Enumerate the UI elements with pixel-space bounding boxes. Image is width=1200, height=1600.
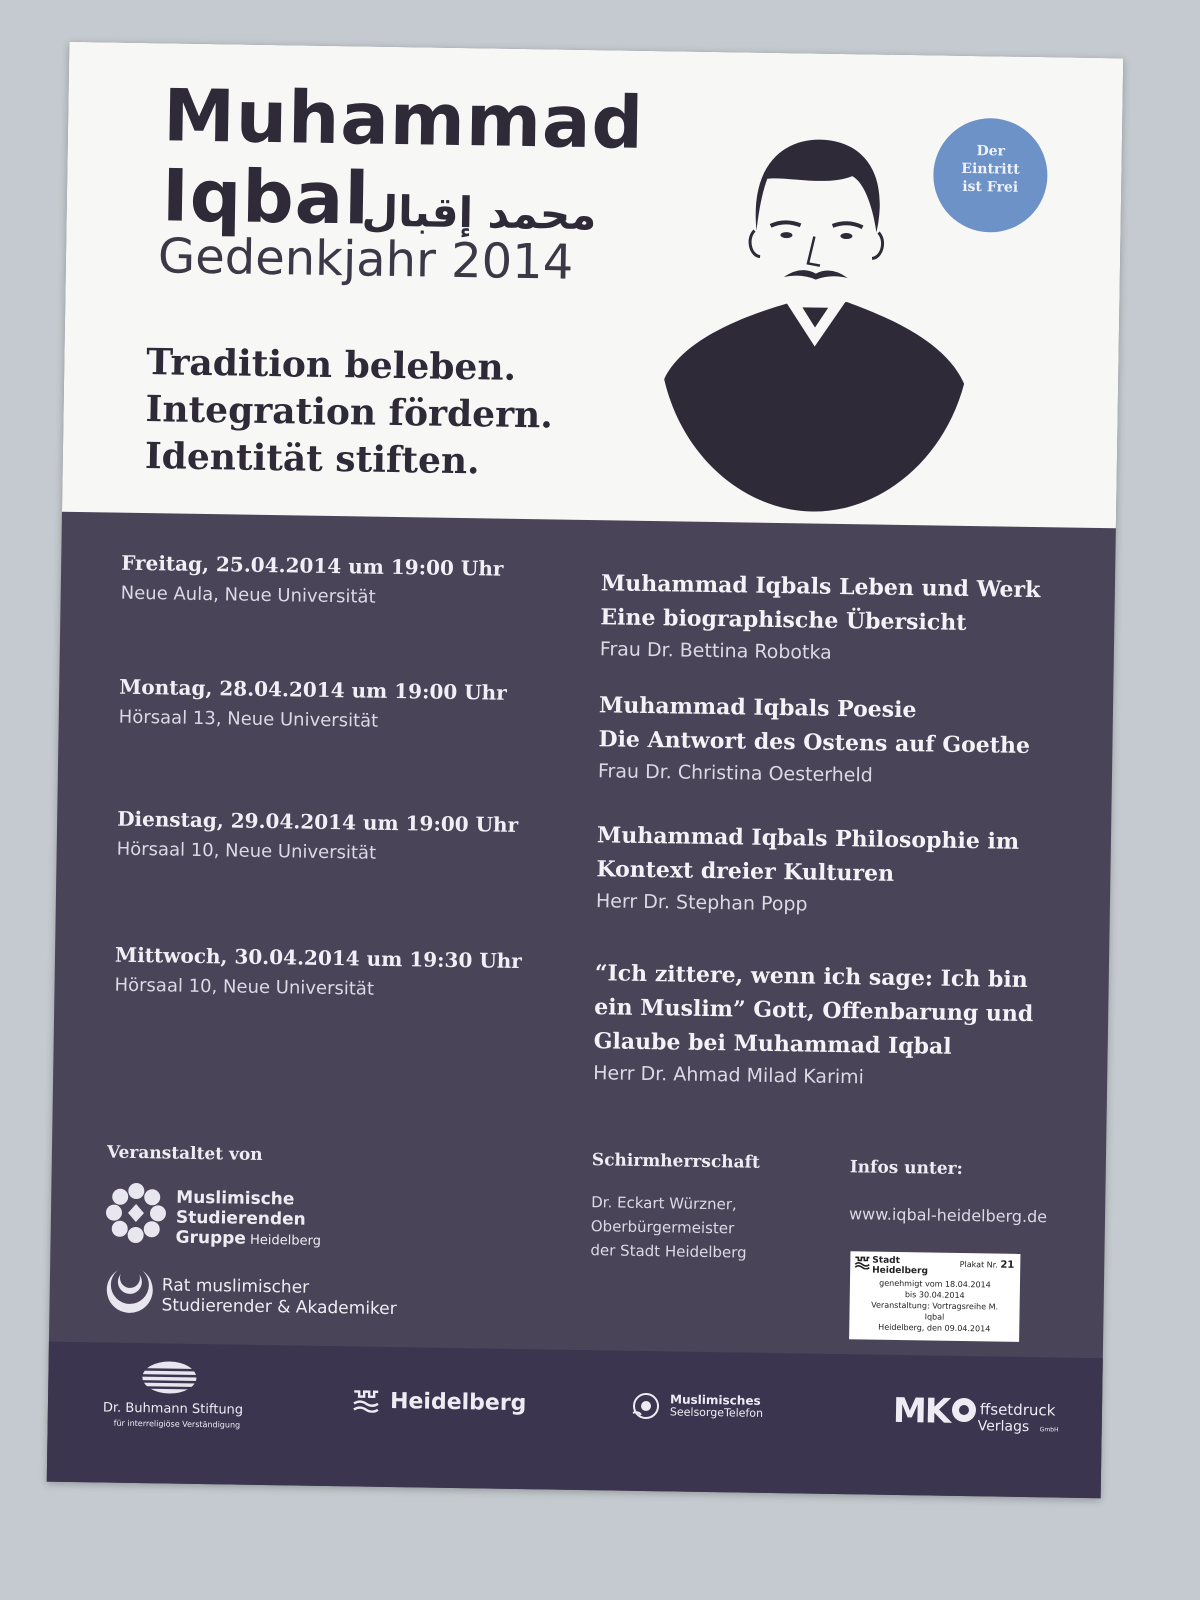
event-title-line: “Ich zittere, wenn ich sage: Ich bin xyxy=(594,960,1028,993)
patronage-line: Dr. Eckart Würzner, xyxy=(591,1193,737,1214)
portrait-illustration xyxy=(662,129,968,514)
info-heading: Infos unter: xyxy=(849,1157,964,1179)
event-place: Hörsaal 13, Neue Universität xyxy=(118,706,379,732)
patronage-heading: Schirmherrschaft xyxy=(591,1150,760,1173)
badge-line-2: Eintritt xyxy=(961,160,1020,178)
poster xyxy=(47,42,1123,1498)
event-date: Dienstag, 29.04.2014 um 19:00 Uhr xyxy=(116,806,519,837)
org-msg-line: Studierenden xyxy=(175,1207,306,1230)
permit-number xyxy=(960,1259,1015,1271)
poster-subtitle: Gedenkjahr 2014 xyxy=(157,228,574,291)
badge-line-3: ist Frei xyxy=(962,178,1019,196)
permit-number-value: 21 xyxy=(1000,1259,1015,1271)
permit-line: genehmigt vom 18.04.2014 xyxy=(879,1278,991,1290)
event-title-line: Muhammad Iqbals Poesie xyxy=(598,692,917,724)
sponsor-bar xyxy=(47,1342,1103,1499)
msg-flower-logo-icon xyxy=(106,1183,167,1244)
sponsor-offset-line1: ffsetdruck xyxy=(979,1400,1056,1420)
event-title xyxy=(598,688,1089,764)
event-date: Freitag, 25.04.2014 um 19:00 Uhr xyxy=(121,550,504,581)
permit-line: Heidelberg, den 09.04.2014 xyxy=(878,1322,991,1334)
org-rms-line: Rat muslimischer xyxy=(161,1275,310,1298)
sponsor-seelsorge-line1: Muslimisches xyxy=(670,1392,761,1408)
org-msg-city: Heidelberg xyxy=(245,1232,321,1249)
sponsor-offset-line2: Verlags xyxy=(977,1418,1030,1436)
sponsor-heidelberg: Heidelberg xyxy=(389,1389,527,1417)
event-title xyxy=(596,818,1087,894)
org-rms-line: Studierender & Akademiker xyxy=(161,1295,397,1320)
sponsor-buhmann-sub: für interreligiöse Verständigung xyxy=(113,1418,241,1430)
event-title xyxy=(593,956,1085,1066)
event-speaker: Frau Dr. Christina Oesterheld xyxy=(597,760,873,787)
rms-crescent-logo-icon xyxy=(104,1265,155,1316)
org-msg-line: Muslimische xyxy=(176,1187,295,1210)
event-title-line: Muhammad Iqbals Philosophie im xyxy=(596,822,1020,855)
patronage-line: Oberbürgermeister xyxy=(590,1217,735,1238)
event-title-line: ein Muslim” Gott, Offenbarung und xyxy=(594,994,1034,1028)
seelsorge-logo-icon xyxy=(631,1391,661,1421)
event-2 xyxy=(59,674,1113,787)
poster-permit-sticker xyxy=(849,1251,1020,1342)
tagline-1: Tradition beleben. xyxy=(146,341,517,389)
event-speaker: Herr Dr. Stephan Popp xyxy=(595,890,808,916)
event-place: Hörsaal 10, Neue Universität xyxy=(114,974,375,1000)
permit-city: Stadt Heidelberg xyxy=(872,1255,929,1277)
sponsor-offset-gmbh: GmbH xyxy=(1039,1426,1059,1434)
sponsor-mk-logo: MK xyxy=(892,1390,950,1432)
org-msg-line: Gruppe xyxy=(175,1227,247,1249)
event-speaker: Frau Dr. Bettina Robotka xyxy=(599,638,832,664)
heidelberg-crest-icon xyxy=(353,1388,379,1412)
permit-line: bis 30.04.2014 xyxy=(904,1290,965,1301)
sponsor-seelsorge-line2: SeelsorgeTelefon xyxy=(669,1405,764,1420)
event-3 xyxy=(57,806,1111,916)
heidelberg-crest-icon xyxy=(854,1255,870,1269)
event-1 xyxy=(61,550,1115,664)
org-rms-name xyxy=(161,1275,397,1319)
tagline-3: Identität stiften. xyxy=(144,435,480,483)
sponsor-buhmann: Dr. Buhmann Stiftung xyxy=(102,1400,244,1418)
event-title-line: Glaube bei Muhammad Iqbal xyxy=(593,1028,952,1060)
permit-number-label: Plakat Nr. xyxy=(959,1259,998,1270)
event-4 xyxy=(55,942,1109,1089)
poster-header xyxy=(62,42,1123,528)
event-title-line: Muhammad Iqbals Leben und Werk xyxy=(600,570,1041,604)
poster-title-arabic: محمد إقبال xyxy=(361,186,597,240)
permit-line: Veranstaltung: Vortragsreihe M. xyxy=(871,1300,999,1312)
offset-circle-logo-icon xyxy=(950,1396,978,1424)
poster-title-line1: Muhammad xyxy=(162,73,645,165)
permit-line: Iqbal xyxy=(924,1312,945,1322)
event-place: Neue Aula, Neue Universität xyxy=(120,582,376,608)
free-entry-badge xyxy=(933,117,1049,233)
buhmann-logo-icon xyxy=(140,1359,199,1396)
event-place: Hörsaal 10, Neue Universität xyxy=(116,838,377,864)
event-date: Mittwoch, 30.04.2014 um 19:30 Uhr xyxy=(114,942,523,974)
info-url[interactable]: www.iqbal-heidelberg.de xyxy=(848,1204,1048,1227)
event-date: Montag, 28.04.2014 um 19:00 Uhr xyxy=(119,674,507,705)
patronage-line: der Stadt Heidelberg xyxy=(590,1241,747,1262)
event-speaker: Herr Dr. Ahmad Milad Karimi xyxy=(593,1062,865,1089)
event-title-line: Kontext dreier Kulturen xyxy=(596,856,895,887)
patronage-text xyxy=(590,1190,747,1264)
event-title-line: Eine biographische Übersicht xyxy=(600,604,967,636)
poster-title-line2: Iqbal xyxy=(161,153,371,241)
organizer-heading: Veranstaltet von xyxy=(106,1142,263,1165)
badge-line-1: Der xyxy=(976,143,1006,160)
event-title-line: Die Antwort des Ostens auf Goethe xyxy=(598,726,1031,759)
event-title xyxy=(600,566,1091,642)
tagline-2: Integration fördern. xyxy=(145,388,554,437)
org-msg-name xyxy=(175,1188,321,1252)
